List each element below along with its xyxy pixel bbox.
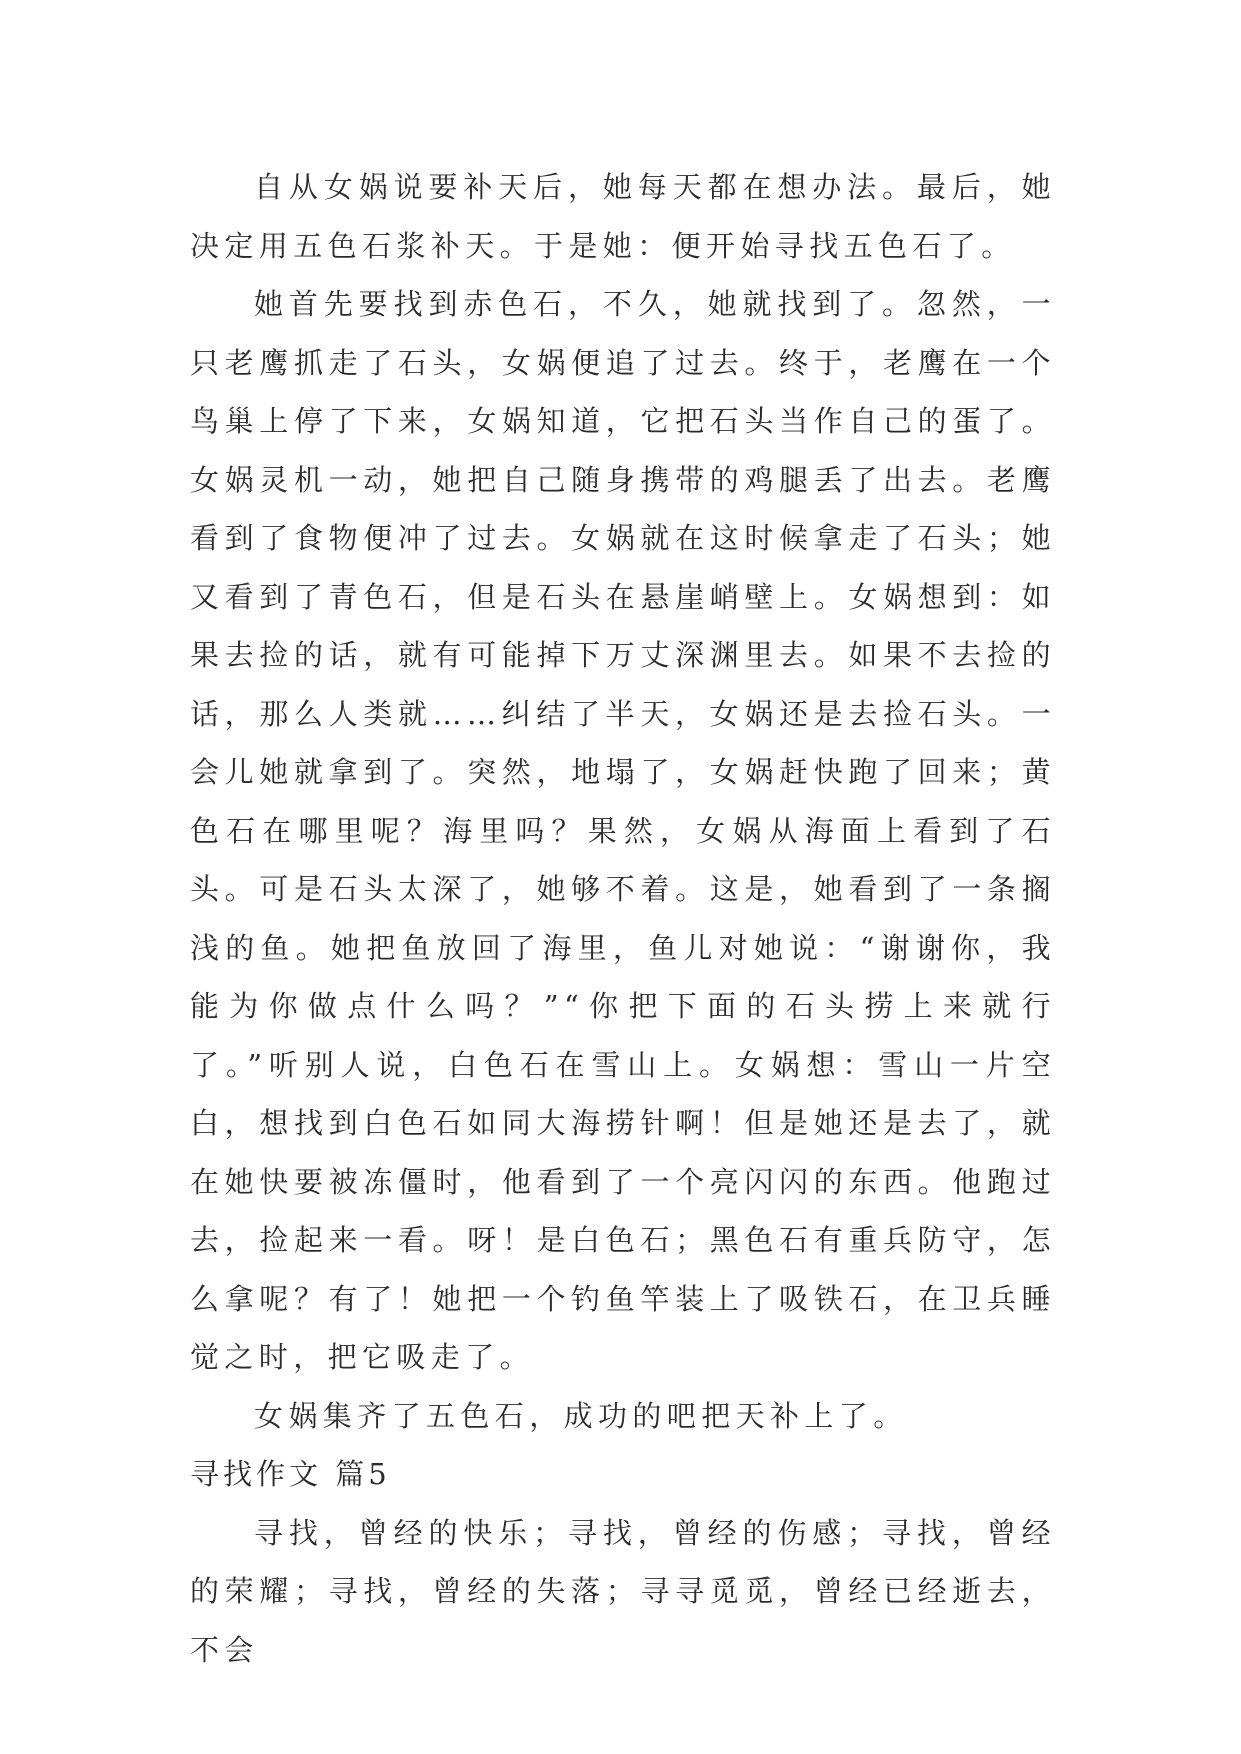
paragraph-section-start: 寻找，曾经的快乐；寻找，曾经的伤感；寻找，曾经的荣耀；寻找，曾经的失落；寻寻觅觅，曾经已经逝去，不会 bbox=[190, 1515, 1056, 1667]
paragraph-ending: 女娲集齐了五色石，成功的吧把天补上了。 bbox=[254, 1398, 908, 1433]
paragraph-story: 她首先要找到赤色石，不久，她就找到了。忽然，一只老鹰抓走了石头，女娲便追了过去。终于，老鹰在一个鸟巢上停了下来，女娲知道，它把石头当作自己的蛋了。女娲灵机一动，她把自己随身携带的鸡腿丢了出去。老鹰看到了食物便冲了过去。女娲就在这时候拿走了石头；她又看到了青色石，但是石头在悬崖峭壁上。女娲想到：如果去捡的话，就有可能掉下万丈深渊里去。如果不去捡的话，那么人类就……纠结了半天，女娲还是去捡石头。一会儿她就拿到了。突然，地塌了，女娲赶快跑了回来；黄色石在哪里呢？海里吗？果然，女娲从海面上看到了石头。可是石头太深了，她够不着。这是，她看到了一条搁浅的鱼。她把鱼放回了海里，鱼儿对她说：“谢谢你，我能为你做点什么吗？”“你把下面的石头捞上来就行了。”听别人说，白色石在雪山上。女娲想：雪山一片空白，想找到白色石如同大海捞针啊！但是她还是去了，就在她快要被冻僵时，他看到了一个亮闪闪的东西。他跑过去，捡起来一看。呀！是白色石；黑色石有重兵防守，怎么拿呢？有了！她把一个钓鱼竿装上了吸铁石，在卫兵睡觉之时，把它吸走了。 bbox=[190, 287, 1056, 1374]
document-body bbox=[190, 158, 1056, 1679]
paragraph-intro: 自从女娲说要补天后，她每天都在想办法。最后，她决定用五色石浆补天。于是她：便开始寻找五色石了。 bbox=[190, 170, 1056, 263]
section-heading: 寻找作文 篇5 bbox=[190, 1457, 391, 1491]
